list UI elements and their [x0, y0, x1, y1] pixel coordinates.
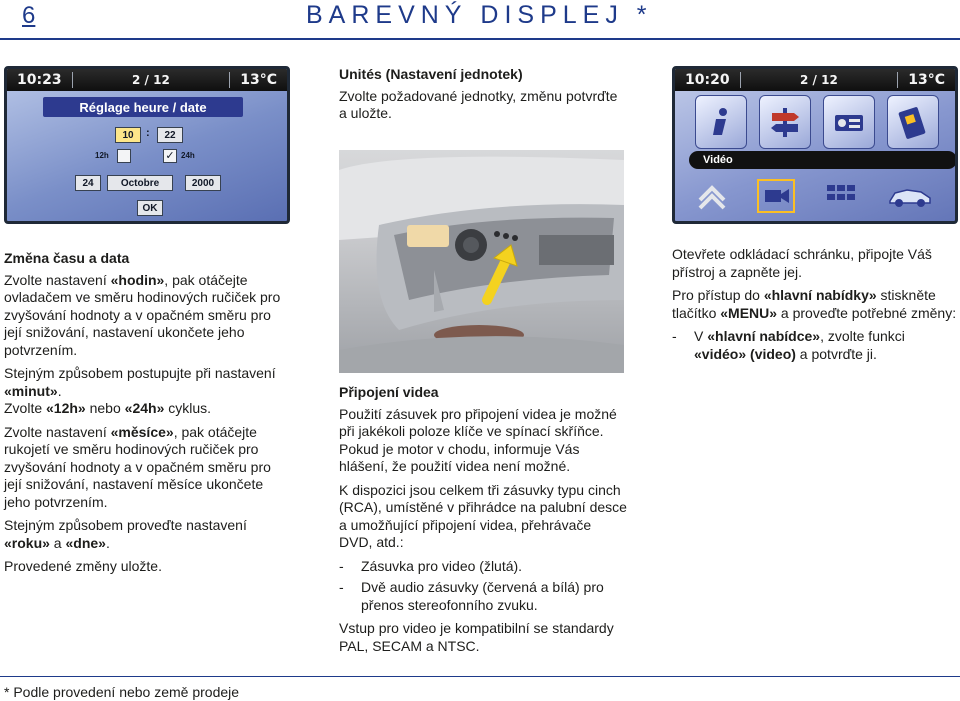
info-icon: [704, 105, 738, 139]
units-heading: Unités (Nastavení jednotek): [339, 66, 523, 82]
day-field[interactable]: 24: [75, 175, 101, 191]
dialog-title: Réglage heure / date: [43, 97, 243, 117]
text: , pak otáčejte ovladačem ve směru hodinových ručiček pro zvyšování hodnoty a v opačném směru pro její snižování, nastavení ukončete jeho potvrzením.: [4, 271, 281, 358]
paragraph-hours: [4, 272, 292, 360]
month-field[interactable]: Octobre: [107, 175, 173, 191]
time-date-screen: [4, 66, 290, 224]
paragraph-standards: Vstup pro video je kompatibilní se standardy PAL, SECAM a NTSC.: [339, 620, 614, 654]
status-date: 2 / 12: [132, 73, 170, 87]
term: «dne»: [65, 534, 106, 551]
year-field[interactable]: 2000: [185, 175, 221, 191]
paragraph-save: Provedené změny uložte.: [4, 558, 162, 574]
time-date-section: [4, 250, 292, 582]
socket-list: [339, 558, 627, 615]
list-item: [672, 328, 958, 363]
status-bar: [675, 69, 955, 91]
menu-tile-radio[interactable]: [823, 95, 875, 149]
paragraph-minutes: [4, 365, 292, 418]
text: a: [49, 534, 66, 551]
text: a potvrďte ji.: [795, 345, 877, 362]
grid-keypad-icon[interactable]: [824, 181, 858, 211]
video-camera-icon[interactable]: [756, 178, 796, 214]
checkbox-24h[interactable]: ✓: [163, 149, 177, 163]
units-text: Zvolte požadované jednotky, změnu potvrďte a uložte.: [339, 87, 618, 121]
paragraph-menu: [672, 287, 958, 322]
minute-field[interactable]: 22: [157, 127, 183, 143]
units-section: [339, 66, 627, 129]
footnote: * Podle provedení nebo země prodeje: [4, 684, 240, 700]
text: .: [105, 534, 110, 551]
dashboard-video-sockets-photo: [339, 150, 624, 373]
label-12h: 12h: [95, 151, 109, 160]
text: nebo: [85, 400, 125, 416]
term: «minut»: [4, 382, 58, 399]
status-bar: [7, 69, 287, 91]
term: «roku»: [4, 534, 50, 551]
status-temperature: 13°C: [908, 72, 945, 88]
text: stiskněte tlačítko: [672, 287, 936, 321]
status-date: 2 / 12: [800, 73, 838, 87]
label-24h: 24h: [181, 151, 195, 160]
radio-icon: [832, 105, 866, 139]
paragraph-month: [4, 424, 292, 512]
checkbox-12h[interactable]: [117, 149, 131, 163]
hour-field[interactable]: 10: [115, 127, 141, 143]
text: V: [694, 328, 708, 344]
page-title: BAREVNÝ DISPLEJ *: [306, 1, 653, 29]
term: «24h»: [124, 400, 165, 416]
text: Stejným způsobem postupujte při nastavení: [4, 365, 276, 381]
submenu-row: [683, 175, 947, 217]
term: «12h»: [46, 400, 86, 416]
paragraph-open: Otevřete odkládací schránku, připojte Váš přístroj a zapněte jej.: [672, 246, 932, 280]
text: Zvolte nastavení: [4, 271, 111, 288]
video-connection-section: [339, 384, 627, 661]
main-menu-screen: [672, 66, 958, 224]
menu-tile-navigation[interactable]: [759, 95, 811, 149]
menu-selected-label: Vidéo: [689, 151, 957, 169]
text: Stejným způsobem proveďte nastavení: [4, 517, 247, 533]
chevron-up-icon[interactable]: [697, 182, 727, 210]
term: «hodin»: [110, 271, 165, 288]
paragraph-year-day: [4, 517, 292, 552]
status-time: 10:20: [685, 72, 730, 88]
video-connection-heading: Připojení videa: [339, 384, 439, 400]
term: «hlavní nabídce»: [707, 328, 821, 344]
time-date-heading: Změna času a data: [4, 250, 130, 266]
paragraph-sockets: K dispozici jsou celkem tři zásuvky typu cinch (RCA), umístěné v přihrádce na palubní desce a umožňující připojení videa, přehrávače DVD, atd.:: [339, 481, 627, 550]
card-icon: [896, 105, 930, 139]
ok-button[interactable]: OK: [137, 200, 163, 216]
status-temperature: 13°C: [240, 72, 277, 88]
page-number: 6: [22, 2, 36, 29]
list-item: - Zásuvka pro video (žlutá).: [339, 558, 627, 576]
menu-tile-info[interactable]: [695, 95, 747, 149]
text: Pro přístup do: [672, 287, 764, 303]
footer-rule: [0, 676, 960, 677]
text: .: [57, 382, 62, 399]
term: «měsíce»: [110, 423, 174, 440]
signpost-icon: [768, 105, 802, 139]
text: , zvolte funkci: [820, 328, 905, 344]
header-rule: [0, 38, 960, 40]
menu-instructions-section: [672, 246, 958, 369]
text: a proveďte potřebné změny:: [777, 304, 957, 321]
term: «MENU»: [720, 304, 778, 321]
status-time: 10:23: [17, 72, 62, 88]
text: Zvolte: [4, 400, 47, 416]
car-icon[interactable]: [887, 183, 933, 209]
term: «vidéo» (video): [694, 345, 796, 362]
text: , pak otáčejte rukojetí ve směru hodinových ručiček pro zvyšování hodnoty a v opačném směru pro její snižování, nastavení měsíce ukončete jeho potvrzením.: [4, 423, 271, 510]
paragraph-usage: Použití zásuvek pro připojení videa je možné při jakékoli poloze klíče ve spínací skříňce. Pokud je motor v chodu, informuje Vás hlášení, že použití videa není možné.: [339, 405, 617, 474]
dashboard-illustration: [339, 150, 624, 373]
list-item: - Dvě audio zásuvky (červená a bílá) pro přenos stereofonního zvuku.: [339, 579, 627, 614]
menu-tile-phone[interactable]: [887, 95, 939, 149]
term: «hlavní nabídky»: [763, 287, 877, 303]
menu-steps-list: [672, 328, 958, 363]
time-colon: :: [146, 127, 150, 139]
text: cyklus.: [164, 400, 212, 416]
text: Zvolte nastavení: [4, 423, 111, 440]
